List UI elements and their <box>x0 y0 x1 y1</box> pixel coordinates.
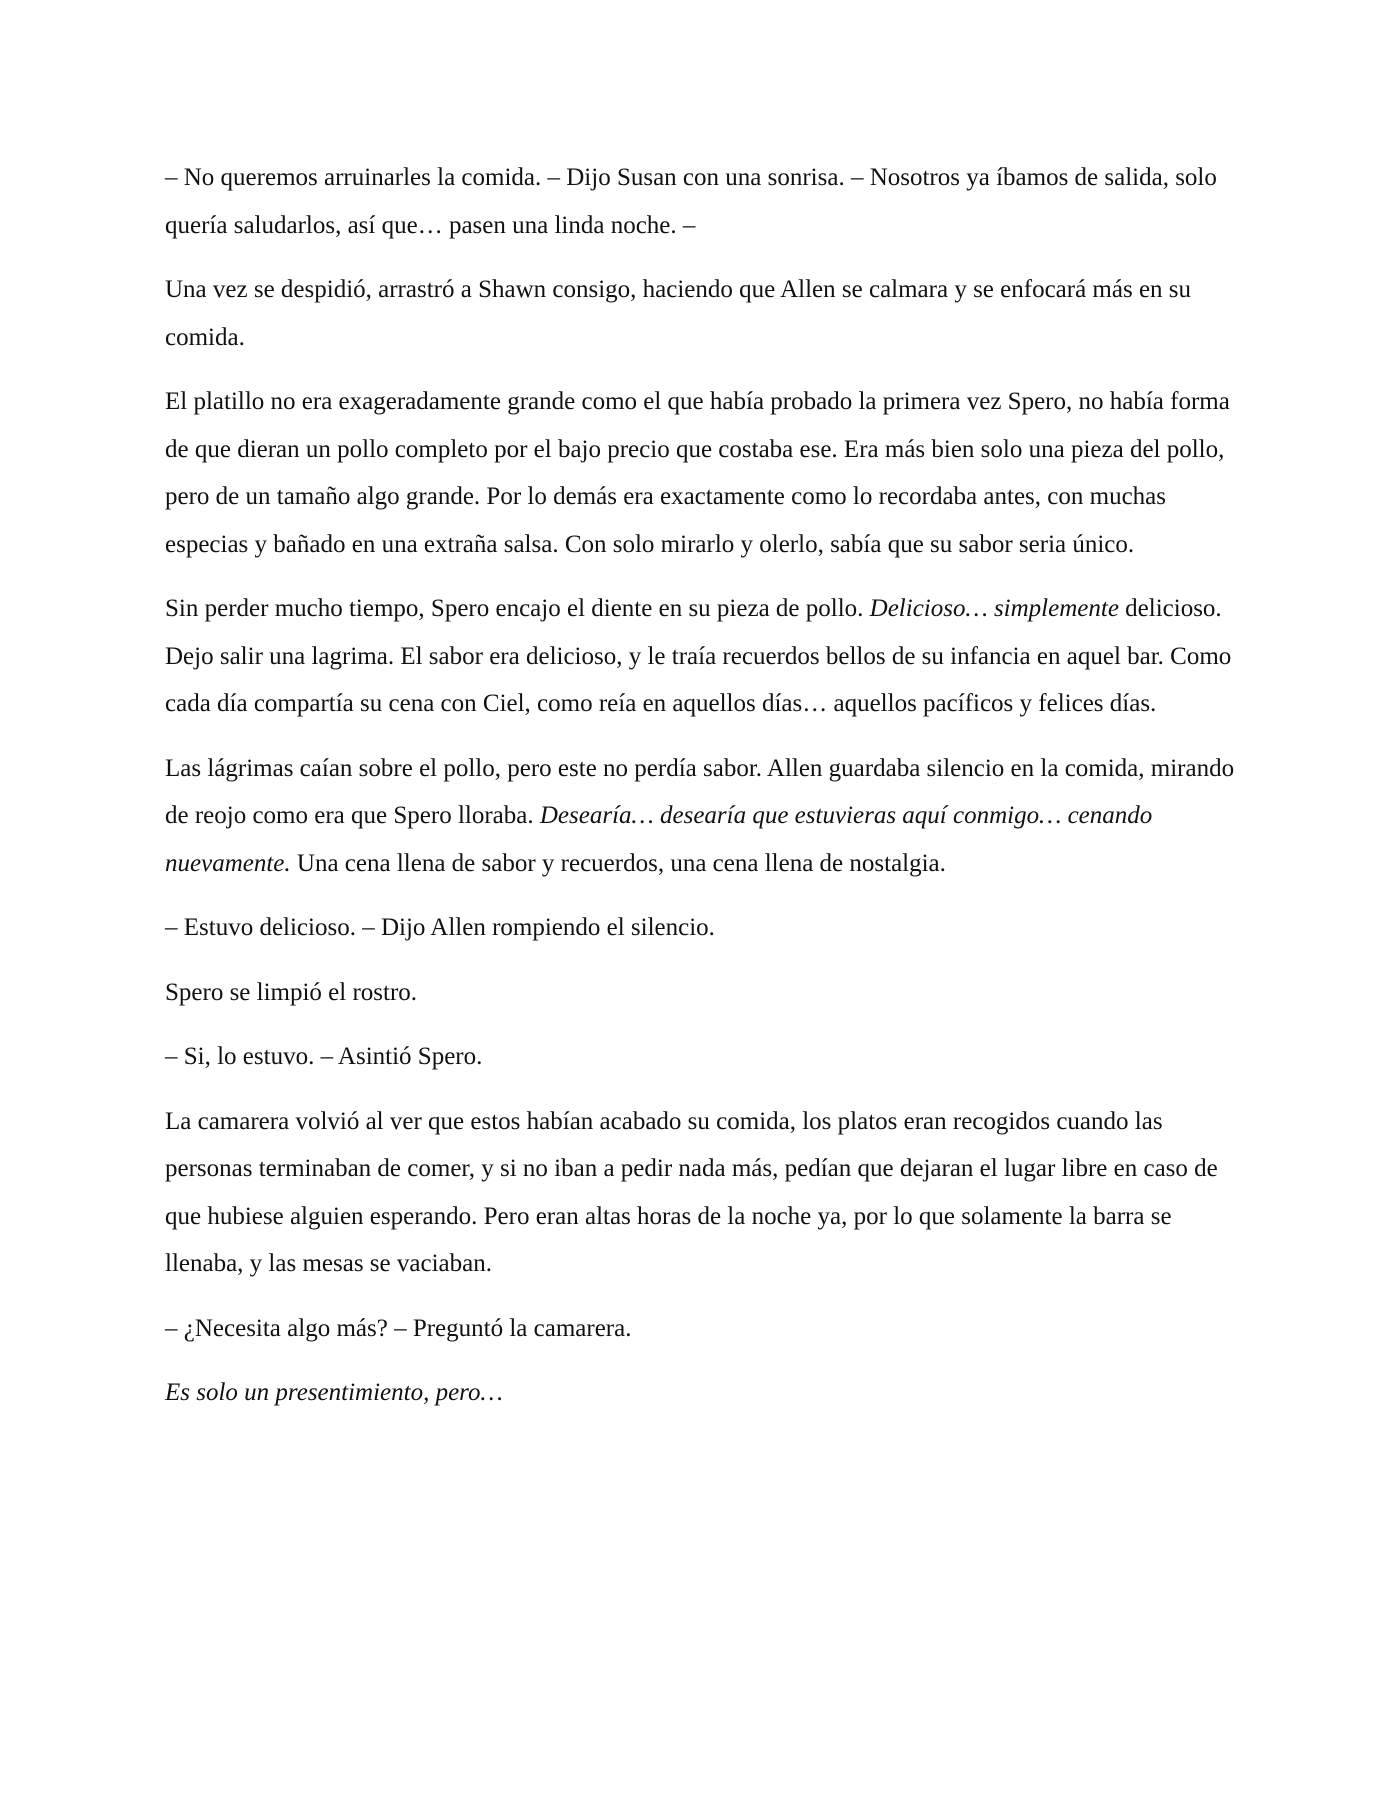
text-run: Sin perder mucho tiempo, Spero encajo el diente en su pieza de pollo. <box>165 595 870 622</box>
text-run: El platillo no era exageradamente grande como el que había probado la primera vez Spero, no había forma de que dieran un pollo completo por el bajo precio que costaba ese. Era más bien solo una pieza del pollo, pero de un tamaño algo grande. Por lo demás era exactamente como lo recordaba antes, con muchas especias y bañado en una extraña salsa. Con solo mirarlo y olerlo, sabía que su sabor seria único. <box>165 388 1230 558</box>
text-run: – ¿Necesita algo más? – Preguntó la camarera. <box>165 1314 632 1342</box>
paragraph <box>165 904 1247 952</box>
paragraph <box>165 1098 1247 1288</box>
paragraph <box>165 266 1247 361</box>
paragraph <box>165 585 1247 728</box>
text-run: Una vez se despidió, arrastró a Shawn consigo, haciendo que Allen se calmara y se enfocará más en su comida. <box>165 276 1192 351</box>
paragraph <box>165 969 1247 1017</box>
text-run: – No queremos arruinarles la comida. – Dijo Susan con una sonrisa. – Nosotros ya íbamos de salida, solo quería saludarlos, así que… pasen una linda noche. – <box>165 164 1217 239</box>
italic-text-run: Delicioso… simplemente <box>869 595 1119 622</box>
paragraph <box>165 1033 1247 1081</box>
text-run: – Si, lo estuvo. – Asintió Spero. <box>165 1043 483 1070</box>
text-run: – Estuvo delicioso. – Dijo Allen rompiendo el silencio. <box>165 914 715 941</box>
italic-text-run: Desearía… desearía que estuvieras aquí conmigo… cenando nuevamente. <box>165 802 1153 877</box>
paragraph <box>165 1305 1247 1353</box>
paragraph <box>165 378 1247 568</box>
paragraph <box>165 154 1247 249</box>
text-run: delicioso. Dejo salir una lagrima. El sabor era delicioso, y le traía recuerdos bellos de su infancia en aquel bar. Como cada día compartía su cena con Ciel, como reía en aquellos días… aquellos pacíficos y felices días. <box>165 595 1232 717</box>
text-run: Una cena llena de sabor y recuerdos, una cena llena de nostalgia. <box>290 849 946 877</box>
paragraph <box>165 1369 1247 1417</box>
italic-text-run: Es solo un presentimiento, pero… <box>165 1379 503 1406</box>
text-run: La camarera volvió al ver que estos habían acabado su comida, los platos eran recogidos cuando las personas terminaban de comer, y si no iban a pedir nada más, pedían que dejaran el lugar libre en caso de que hubiese alguien esperando. Pero eran altas horas de la noche ya, por lo que solamente la barra se llenaba, y las mesas se vaciaban. <box>165 1107 1218 1277</box>
paragraph <box>165 745 1247 888</box>
document-body <box>165 154 1247 1434</box>
text-run: Spero se limpió el rostro. <box>165 978 418 1006</box>
text-run: Las lágrimas caían sobre el pollo, pero este no perdía sabor. Allen guardaba silencio en la comida, mirando de reojo como era que Spero lloraba. <box>165 754 1235 829</box>
